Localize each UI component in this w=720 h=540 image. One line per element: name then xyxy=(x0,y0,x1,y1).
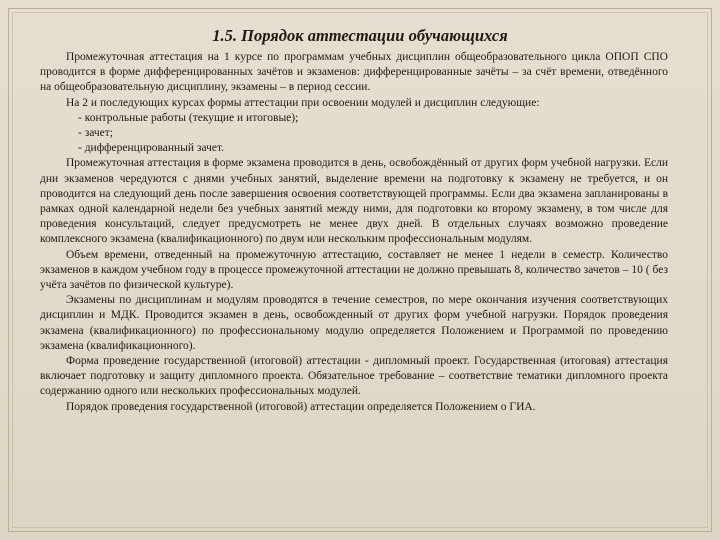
paragraph-exam-day: Промежуточная аттестация в форме экзамена проводится в день, освобождённый от других форм учебной нагрузки. Если дни экзаменов чередуются с днями учебных занятий, выделение времени на подготовку к экзамену не требуется, и он проводится на следующий день после завершения освоения соответствующей программы. Если два экзамена запланированы в рамках одной календарной недели без учебных занятий между ними, для подготовки ко второму экзамену, в том числе для проведения консультаций, следует предусмотреть не менее двух дней. В отдельных случаях возможно проведение комплексного экзамена (квалификационного) по двум или нескольким профессиональным модулям. xyxy=(40,157,668,246)
slide-title: 1.5. Порядок аттестации обучающихся xyxy=(212,26,508,45)
paragraph-later-years: На 2 и последующих курсах формы аттестации при освоении модулей и дисциплин следующие: xyxy=(66,96,540,109)
paragraph-state-attestation: Форма проведение государственной (итоговой) аттестации - дипломный проект. Государственная (итоговая) аттестация включает подготовку и защиту дипломного проекта. Обязательное требование – соответствие тематики дипломного проекта содержанию одного или нескольких профессиональных модулей. xyxy=(40,355,668,398)
list-item-credit: - зачет; xyxy=(78,127,113,140)
paragraph-time-volume: Объем времени, отведенный на промежуточную аттестацию, составляет не менее 1 недели в семестр. Количество экзаменов в каждом учебном году в процессе промежуточной аттестации не должно превышать 8, количество зачетов – 10 ( без учёта зачётов по физической культуре). xyxy=(40,248,668,292)
list-item-control-works: - контрольные работы (текущие и итоговые); xyxy=(78,111,299,124)
paragraph-first-year: Промежуточная аттестация на 1 курсе по программам учебных дисциплин общеобразовательного цикла ОПОП СПО проводится в форме дифференцированных зачётов и экзаменов: дифференцированные зачёты – за счёт времени, отведённого на общеобразовательную дисциплину, экзамены – в период сессии. xyxy=(40,51,668,94)
slide-body xyxy=(40,50,668,415)
paragraph-exams-semester: Экзамены по дисциплинам и модулям проводятся в течение семестров, по мере окончания изучения соответствующих дисциплин и МДК. Проводится экзамен в день, освобожденный от других форм учебной нагрузки. Порядок проведения экзамена (квалификационного) по профессиональному модулю определяется Положением и Программой по проведению экзамена (квалификационного). xyxy=(40,294,668,352)
list-item-diff-credit: - дифференцированный зачет. xyxy=(78,142,225,155)
paragraph-gia-procedure: Порядок проведения государственной (итоговой) аттестации определяется Положением о ГИА. xyxy=(66,400,536,413)
